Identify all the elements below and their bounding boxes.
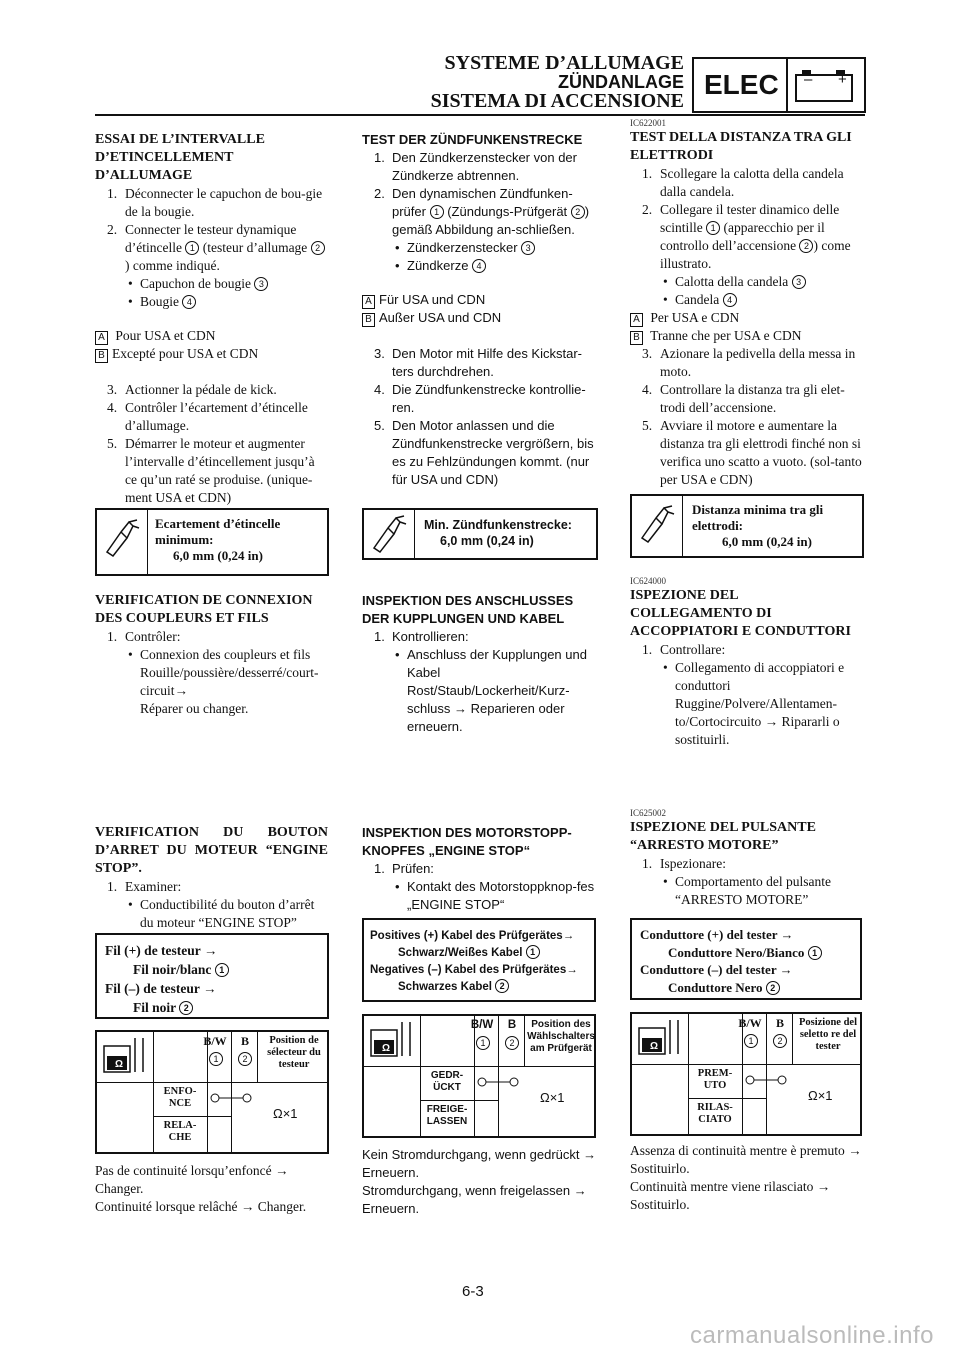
step-text: Den dynamischen Zündfunken-prüfer bbox=[392, 186, 573, 219]
step-text: ) comme indiqué. bbox=[125, 258, 220, 273]
battery-plus: + bbox=[838, 71, 847, 88]
callout-2: 2 bbox=[495, 979, 509, 993]
fr-step-3 bbox=[95, 381, 328, 399]
fr-step-1 bbox=[95, 185, 328, 221]
it-spec-box bbox=[630, 494, 864, 558]
bullet-text: Conductibilité du bouton d’arrêt du moteur “ENGINE STOP” bbox=[140, 897, 315, 930]
marker-b: B bbox=[95, 349, 108, 363]
tester-line: Conduttore (–) del tester → bbox=[640, 962, 793, 977]
callout-1: 1 bbox=[430, 205, 444, 219]
spec-text bbox=[155, 516, 280, 564]
page-number: 6-3 bbox=[462, 1283, 484, 1300]
callout-3: 3 bbox=[254, 277, 268, 291]
continuity-symbol bbox=[744, 1074, 790, 1086]
ohm-range: Ω×1 bbox=[273, 1106, 298, 1121]
de-note-b bbox=[362, 309, 598, 327]
header-rule bbox=[95, 114, 865, 116]
spec-value: 6,0 mm (0,24 in) bbox=[173, 548, 263, 563]
col-b: B bbox=[240, 1034, 249, 1048]
fr-inspect-action: Réparer ou changer. bbox=[140, 701, 249, 716]
step-text: (apparecchio per il controllo dell’accensione bbox=[660, 220, 825, 253]
tester-line bbox=[370, 979, 588, 996]
column-it bbox=[630, 118, 863, 489]
bullet-text: Comportamento del pulsante “ARRESTO MOTORE” bbox=[675, 874, 831, 907]
multimeter-icon bbox=[638, 1020, 684, 1056]
tester-line: Negatives (–) Kabel des Prüfgerätes→ bbox=[370, 964, 578, 976]
de-bullet bbox=[362, 257, 598, 275]
tester-text: Conduttore Nero/Bianco bbox=[668, 944, 805, 960]
ohm-range: Ω×1 bbox=[808, 1088, 833, 1103]
step-text: ) come illustrato. bbox=[660, 238, 851, 271]
de-exam-step bbox=[362, 860, 598, 878]
col-b: B bbox=[507, 1019, 517, 1031]
result-text: Continuité lorsque relâché → Changer. bbox=[95, 1199, 307, 1214]
table-vline bbox=[207, 1032, 208, 1152]
marker-a: A bbox=[630, 313, 643, 327]
it-bullet bbox=[630, 659, 863, 695]
callout-1: 1 bbox=[215, 963, 229, 977]
fr-exam-step bbox=[95, 878, 328, 896]
step-number: 1. bbox=[374, 150, 385, 165]
tester-text: Conduttore Nero bbox=[668, 979, 763, 995]
step-text: Démarrer le moteur et augmenter l’intervalle d’étincellement jusqu’à ce qu’un raté se produise. (unique-ment USA et CDN) bbox=[125, 436, 315, 505]
row-pressed: ENFO-NCE bbox=[163, 1086, 197, 1109]
badge-divider bbox=[786, 59, 788, 111]
fr-section2-title: VERIFICATION DE CONNEXION DES COUPLEURS ET FILS bbox=[95, 593, 313, 626]
it-step-2 bbox=[630, 201, 863, 273]
note-text: Pour USA et CDN bbox=[115, 328, 216, 343]
multimeter-icon bbox=[103, 1038, 149, 1074]
column-fr-2 bbox=[95, 592, 328, 718]
step-text: Actionner la pédale de kick. bbox=[125, 382, 277, 397]
fr-bullet bbox=[95, 293, 328, 311]
step-number: 1. bbox=[374, 861, 385, 876]
col-bw: B/W bbox=[203, 1034, 227, 1048]
tester-line bbox=[105, 960, 319, 979]
bullet-text: Zündkerze bbox=[407, 258, 469, 273]
col-bw-callout bbox=[744, 1032, 758, 1050]
it-step-4 bbox=[630, 381, 863, 417]
column-fr-3 bbox=[95, 824, 328, 932]
callout-2: 2 bbox=[766, 981, 780, 995]
note-text: Für USA und CDN bbox=[379, 292, 486, 307]
callout-1: 1 bbox=[706, 221, 720, 235]
fr-section3-title: VERIFICATION DU BOUTON D’ARRET DU MOTEUR “ENGINE STOP”. bbox=[95, 825, 328, 876]
step-text: Den Motor anlassen und die Zündfunkenstrecke vergrößern, bis es zu Fehlzündungen kommt. (nur für USA und CDN) bbox=[392, 418, 594, 487]
tester-line bbox=[640, 979, 852, 997]
it-exam-step bbox=[630, 855, 863, 873]
spec-label: minimum: bbox=[155, 532, 214, 547]
it-bullet bbox=[630, 873, 863, 909]
note-text: Tranne che per USA e CDN bbox=[650, 328, 802, 343]
step-text: (testeur d’allumage bbox=[202, 240, 308, 255]
bullet-dot: • bbox=[395, 258, 400, 273]
callout-3: 3 bbox=[521, 241, 535, 255]
step-number: 1. bbox=[107, 879, 118, 894]
step-number: 4. bbox=[107, 400, 118, 415]
spec-label: elettrodi: bbox=[692, 518, 744, 533]
fr-results bbox=[95, 1162, 331, 1216]
result-text: Pas de continuité lorsqu’enfoncé → Changer. bbox=[95, 1163, 289, 1196]
marker-a: A bbox=[362, 295, 375, 309]
col-position: Position de sélecteur du testeur bbox=[267, 1035, 321, 1070]
row-released: FREIGE-LASSEN bbox=[426, 1104, 468, 1127]
step-number: 3. bbox=[642, 346, 653, 361]
column-fr bbox=[95, 131, 328, 507]
row-pressed: PREM-UTO bbox=[697, 1068, 733, 1091]
callout-3: 3 bbox=[792, 275, 806, 289]
callout-1: 1 bbox=[744, 1034, 758, 1048]
it-step-3 bbox=[630, 345, 863, 381]
callout-1: 1 bbox=[526, 945, 540, 959]
step-text: Den Motor mit Hilfe des Kickstar-ters durchdrehen. bbox=[392, 346, 582, 379]
de-tester-box bbox=[362, 918, 596, 1002]
table-hline bbox=[364, 1066, 420, 1067]
bullet-dot: • bbox=[663, 292, 668, 307]
bullet-dot: • bbox=[128, 294, 133, 309]
callout-4: 4 bbox=[182, 295, 196, 309]
de-inspect-text: Rost/Staub/Lockerheit/Kurz-schluss → Reparieren oder erneuern. bbox=[407, 683, 570, 734]
callout-2: 2 bbox=[773, 1034, 787, 1048]
step-number: 1. bbox=[642, 166, 653, 181]
de-bullet bbox=[362, 878, 598, 914]
callout-1: 1 bbox=[185, 241, 199, 255]
svg-text:Ω: Ω bbox=[115, 1059, 124, 1070]
bullet-text: Collegamento di accoppiatori e conduttori bbox=[675, 660, 845, 693]
bullet-dot: • bbox=[663, 660, 668, 675]
bullet-dot: • bbox=[128, 276, 133, 291]
fr-tester-box bbox=[95, 933, 329, 1019]
result-text: Kein Stromdurchgang, wenn gedrückt → Erneuern. bbox=[362, 1147, 597, 1180]
step-text: Contrôler: bbox=[125, 629, 181, 644]
elec-section-badge bbox=[692, 57, 866, 113]
section-code: IC624000 bbox=[630, 576, 666, 586]
tester-line bbox=[640, 944, 852, 962]
svg-text:Ω: Ω bbox=[650, 1041, 659, 1052]
step-text: ) gemäß Abbildung an-schließen. bbox=[392, 204, 590, 237]
table-vline bbox=[257, 1032, 258, 1082]
step-number: 3. bbox=[374, 346, 385, 361]
tester-line bbox=[370, 945, 588, 962]
bullet-text: Kontakt des Motorstoppknop-fes „ENGINE STOP“ bbox=[407, 879, 595, 912]
multimeter-icon bbox=[370, 1022, 416, 1058]
fr-section1-title: ESSAI DE L’INTERVALLE D’ETINCELLEMENT D’ALLUMAGE bbox=[95, 132, 265, 183]
it-inspect-text: Ruggine/Polvere/Allentamen-to/Cortocircuito → Ripararli o sostituirli. bbox=[675, 696, 840, 747]
de-step-2 bbox=[362, 185, 598, 239]
battery-minus: – bbox=[804, 71, 813, 88]
fr-bullet bbox=[95, 275, 328, 293]
table-vline bbox=[474, 1016, 475, 1136]
table-hline bbox=[688, 1098, 766, 1099]
col-bw-callout bbox=[209, 1050, 223, 1068]
de-section3-title: INSPEKTION DES MOTORSTOPP-KNOPFES „ENGINE STOP“ bbox=[362, 825, 572, 858]
step-number: 2. bbox=[642, 202, 653, 217]
step-number: 4. bbox=[374, 382, 385, 397]
step-text: Contrôler l’écartement d’étincelle d’allumage. bbox=[125, 400, 308, 433]
ohm-range: Ω×1 bbox=[540, 1090, 565, 1105]
de-section1-title: TEST DER ZÜNDFUNKENSTRECKE bbox=[362, 132, 583, 147]
table-vline bbox=[742, 1014, 743, 1134]
header-titles bbox=[400, 54, 684, 111]
step-text: Kontrollieren: bbox=[392, 629, 469, 644]
fr-step-5 bbox=[95, 435, 328, 507]
bullet-text: Anschluss der Kupplungen und Kabel bbox=[407, 647, 587, 680]
note-text: Excepté pour USA et CDN bbox=[112, 346, 259, 361]
step-number: 1. bbox=[642, 856, 653, 871]
de-bullet bbox=[362, 646, 598, 682]
bullet-text: Connexion des coupleurs et fils bbox=[140, 647, 311, 662]
spec-label: Ecartement d’étincelle bbox=[155, 516, 281, 531]
spec-divider bbox=[147, 510, 148, 574]
result-text: Continuità mentre viene rilasciato → Sostituirlo. bbox=[630, 1179, 831, 1212]
wrench-hand-icon bbox=[370, 514, 410, 554]
row-pressed: GEDR-ÜCKT bbox=[430, 1070, 464, 1093]
fr-note-b bbox=[95, 345, 328, 363]
bullet-text: Calotta della candela bbox=[675, 274, 789, 289]
tester-text: Schwarzes Kabel bbox=[398, 981, 492, 993]
col-b-callout bbox=[773, 1032, 787, 1050]
callout-1: 1 bbox=[808, 946, 822, 960]
it-tester-box bbox=[630, 918, 862, 1000]
result-text: Stromdurchgang, wenn freigelassen → Erneuern. bbox=[362, 1183, 587, 1216]
col-position: Posizione del seletto re del tester bbox=[798, 1017, 858, 1052]
spec-value: 6,0 mm (0,24 in) bbox=[722, 534, 812, 549]
callout-4: 4 bbox=[472, 259, 486, 273]
tester-line bbox=[105, 998, 319, 1017]
de-section2-title: INSPEKTION DES ANSCHLUSSES DER KUPPLUNGEN UND KABEL bbox=[362, 593, 574, 626]
step-text: Déconnecter le capuchon de bou-gie de la bougie. bbox=[125, 186, 323, 219]
step-text: Collegare il tester dinamico delle scintille bbox=[660, 202, 840, 235]
de-note-a bbox=[362, 291, 598, 309]
bullet-dot: • bbox=[128, 647, 133, 662]
tester-line: Positives (+) Kabel des Prüfgerätes→ bbox=[370, 930, 575, 942]
step-number: 5. bbox=[107, 436, 118, 451]
it-continuity-table bbox=[630, 1012, 862, 1136]
de-results bbox=[362, 1146, 598, 1218]
bullet-dot: • bbox=[395, 647, 400, 662]
table-hline bbox=[153, 1082, 327, 1083]
step-text: Prüfen: bbox=[392, 861, 434, 876]
it-step-5 bbox=[630, 417, 863, 489]
marker-a: A bbox=[95, 331, 108, 345]
step-text: Avviare il motore e aumentare la distanza tra gli elettrodi finché non si verifica uno scatto a vuoto. (sol-tanto per USA e CDN) bbox=[660, 418, 862, 487]
fr-inspect-text: Rouille/poussière/desserré/court-circuit→ bbox=[140, 665, 319, 698]
step-number: 2. bbox=[107, 222, 118, 237]
column-it-3 bbox=[630, 808, 863, 909]
note-text: Per USA e CDN bbox=[650, 310, 740, 325]
spec-value: 6,0 mm (0,24 in) bbox=[440, 534, 534, 548]
step-number: 1. bbox=[374, 629, 385, 644]
bullet-dot: • bbox=[395, 240, 400, 255]
col-b-callout bbox=[505, 1034, 519, 1052]
tester-line: Fil (+) de testeur → bbox=[105, 943, 218, 958]
fr-step-2 bbox=[95, 221, 328, 275]
bullet-text: Candela bbox=[675, 292, 720, 307]
callout-2: 2 bbox=[311, 241, 325, 255]
it-note-b bbox=[630, 327, 863, 345]
tester-text: Schwarz/Weißes Kabel bbox=[398, 947, 523, 959]
it-section1-title: TEST DELLA DISTANZA TRA GLI ELETTRODI bbox=[630, 130, 852, 163]
bullet-text: Bougie bbox=[140, 294, 179, 309]
bullet-dot: • bbox=[128, 897, 133, 912]
column-de bbox=[362, 131, 598, 489]
table-hline bbox=[632, 1064, 688, 1065]
header-title-it: SISTEMA DI ACCENSIONE bbox=[430, 90, 684, 112]
it-bullet bbox=[630, 273, 863, 291]
spec-text bbox=[692, 502, 823, 550]
col-position: Position des Wählschalters am Prüfgerät bbox=[527, 1019, 595, 1054]
de-bullet bbox=[362, 239, 598, 257]
col-b: B bbox=[775, 1016, 784, 1030]
col-bw: B/W bbox=[470, 1019, 494, 1031]
callout-1: 1 bbox=[209, 1052, 223, 1066]
step-number: 1. bbox=[642, 642, 653, 657]
step-number: 1. bbox=[107, 186, 118, 201]
tester-line: Conduttore (+) del tester → bbox=[640, 927, 794, 942]
step-text: Ispezionare: bbox=[660, 856, 726, 871]
col-b-callout bbox=[238, 1050, 252, 1068]
watermark: carmanualsonline.info bbox=[690, 1322, 934, 1349]
step-text: Die Zündfunkenstrecke kontrollie-ren. bbox=[392, 382, 586, 415]
marker-b: B bbox=[362, 313, 375, 327]
callout-2: 2 bbox=[179, 1001, 193, 1015]
bullet-dot: • bbox=[663, 874, 668, 889]
table-hline bbox=[688, 1064, 860, 1065]
step-number: 4. bbox=[642, 382, 653, 397]
it-section2-title: ISPEZIONE DEL COLLEGAMENTO DI ACCOPPIATORI E CONDUTTORI bbox=[630, 588, 851, 639]
step-number: 5. bbox=[374, 418, 385, 433]
bullet-dot: • bbox=[395, 879, 400, 894]
step-number: 1. bbox=[107, 629, 118, 644]
de-step-3 bbox=[362, 345, 598, 381]
table-hline bbox=[97, 1082, 153, 1083]
de-step-5 bbox=[362, 417, 598, 489]
spec-text bbox=[424, 517, 572, 549]
step-text: Scollegare la calotta della candela dalla candela. bbox=[660, 166, 844, 199]
it-results bbox=[630, 1142, 864, 1214]
step-text: Controllare: bbox=[660, 642, 726, 657]
fr-bullet bbox=[95, 896, 328, 932]
table-hline bbox=[153, 1116, 231, 1117]
de-continuity-table bbox=[362, 1014, 596, 1138]
spec-divider bbox=[414, 510, 415, 558]
spec-label: Min. Zündfunkenstrecke: bbox=[424, 518, 572, 532]
table-hline bbox=[420, 1066, 594, 1067]
table-hline bbox=[420, 1100, 498, 1101]
continuity-symbol bbox=[476, 1076, 522, 1088]
wrench-hand-icon bbox=[638, 504, 678, 544]
spec-label: Distanza minima tra gli bbox=[692, 502, 824, 517]
callout-2: 2 bbox=[505, 1036, 519, 1050]
it-step-1 bbox=[630, 165, 863, 201]
table-vline bbox=[524, 1016, 525, 1066]
step-text: Controllare la distanza tra gli elet-trodi dell’accensione. bbox=[660, 382, 845, 415]
wrench-hand-icon bbox=[103, 518, 143, 558]
column-it-2 bbox=[630, 576, 863, 749]
fr-bullet bbox=[95, 646, 328, 664]
callout-2: 2 bbox=[799, 239, 813, 253]
step-number: 3. bbox=[107, 382, 118, 397]
fr-step-4 bbox=[95, 399, 328, 435]
de-spec-box bbox=[362, 508, 598, 560]
bullet-text: Zündkerzenstecker bbox=[407, 240, 518, 255]
fr-continuity-table bbox=[95, 1030, 329, 1154]
step-text: Azionare la pedivella della messa in moto. bbox=[660, 346, 856, 379]
row-released: RILAS-CIATO bbox=[697, 1102, 733, 1125]
callout-4: 4 bbox=[723, 293, 737, 307]
section-code: IC625002 bbox=[630, 808, 666, 818]
step-text: Connecter le testeur dynamique d’étincelle bbox=[125, 222, 297, 255]
col-bw-callout bbox=[476, 1034, 490, 1052]
callout-1: 1 bbox=[476, 1036, 490, 1050]
elec-label: ELEC bbox=[704, 69, 779, 100]
col-bw: B/W bbox=[738, 1016, 762, 1030]
bullet-dot: • bbox=[663, 274, 668, 289]
marker-b: B bbox=[630, 331, 643, 345]
de-check-step bbox=[362, 628, 598, 646]
de-step-1 bbox=[362, 149, 598, 185]
de-step-4 bbox=[362, 381, 598, 417]
step-text: Den Zündkerzenstecker von der Zündkerze abtrennen. bbox=[392, 150, 577, 183]
it-bullet bbox=[630, 291, 863, 309]
header-title-de: ZÜNDANLAGE bbox=[558, 72, 684, 92]
bullet-text: Capuchon de bougie bbox=[140, 276, 251, 291]
svg-text:Ω: Ω bbox=[382, 1043, 391, 1054]
it-check-step bbox=[630, 641, 863, 659]
callout-2: 2 bbox=[238, 1052, 252, 1066]
fr-check-step bbox=[95, 628, 328, 646]
spec-divider bbox=[682, 496, 683, 556]
column-de-2 bbox=[362, 592, 598, 736]
callout-2: 2 bbox=[571, 205, 585, 219]
tester-text: Fil noir bbox=[133, 1000, 176, 1015]
it-note-a bbox=[630, 309, 863, 327]
fr-note-a bbox=[95, 327, 328, 345]
table-vline bbox=[792, 1014, 793, 1064]
step-text: Examiner: bbox=[125, 879, 182, 894]
it-section3-title: ISPEZIONE DEL PULSANTE “ARRESTO MOTORE” bbox=[630, 820, 816, 853]
note-text: Außer USA und CDN bbox=[379, 310, 502, 325]
row-released: RELA-CHE bbox=[163, 1120, 197, 1143]
header-title-fr: SYSTEME D’ALLUMAGE bbox=[444, 52, 684, 74]
step-text: (Zündungs-Prüfgerät bbox=[447, 204, 568, 219]
fr-spec-box bbox=[95, 508, 329, 576]
result-text: Assenza di continuità mentre è premuto → Sostituirlo. bbox=[630, 1143, 862, 1176]
tester-line: Fil (–) de testeur → bbox=[105, 981, 217, 996]
column-de-3 bbox=[362, 824, 598, 914]
continuity-symbol bbox=[209, 1092, 255, 1104]
step-number: 2. bbox=[374, 186, 385, 201]
tester-text: Fil noir/blanc bbox=[133, 962, 212, 977]
step-number: 5. bbox=[642, 418, 653, 433]
section-code: IC622001 bbox=[630, 118, 666, 128]
